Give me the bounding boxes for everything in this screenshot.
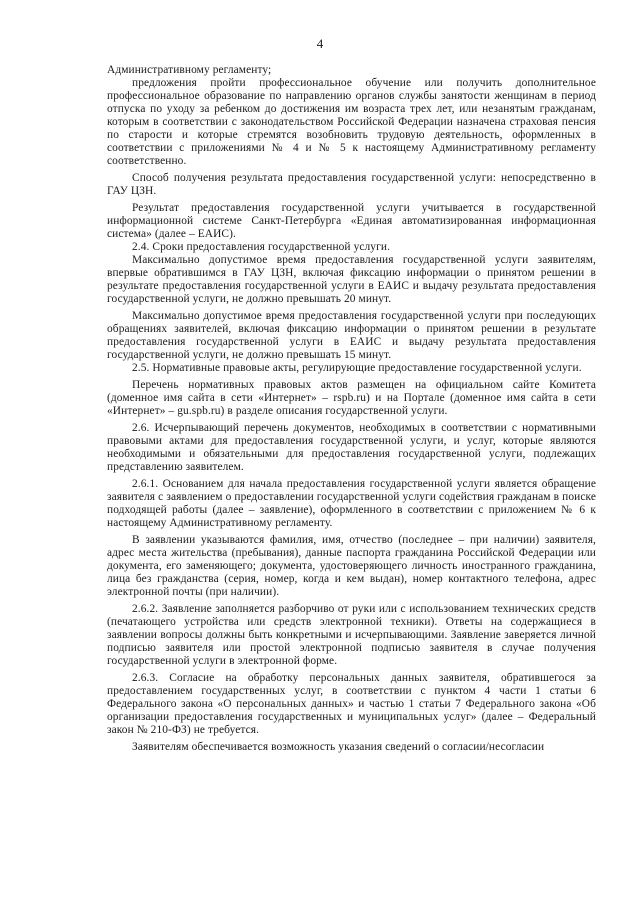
paragraph: 2.6.3. Согласие на обработку персональных данных заявителя, обратившегося за предоставлением государственных услуг, в соответствии с пунктом 4 части 1 статьи 6 Федерального закона «О персональных данных» и частью 1 статьи 7 Федерального закона «Об организации предоставления государственных и муниципальных услуг» (далее – Федеральный закон № 210-ФЗ) не требуется. — [107, 672, 596, 736]
paragraph: 2.6.1. Основанием для начала предоставления государственной услуги является обращение заявителя с заявлением о предоставлении государственной услуги содействия гражданам в поиске подходящей работы (далее – заявление), оформленного в соответствии с приложением № 6 к настоящему Административному регламенту. — [107, 478, 596, 529]
paragraph: 2.6.2. Заявление заполняется разборчиво от руки или с использованием технических средств (печатающего устройства или средств электронной техники). Ответы на содержащиеся в заявлении вопросы должны быть конкретными и исчерпывающими. Заявление заверяется личной подписью заявителя или простой электронной подписью заявителя в случае получения государственной услуги в электронной форме. — [107, 603, 596, 667]
paragraph: Максимально допустимое время предоставления государственной услуги заявителям, впервые обратившимся в ГАУ ЦЗН, включая фиксацию информации о принятом решении в результате предоставления государственной услуги в ЕАИС и выдачу результата предоставления государственной услуги, не должно превышать 20 минут. — [107, 254, 596, 305]
paragraph: 2.4. Сроки предоставления государственной услуги. — [132, 241, 391, 253]
document-body — [107, 64, 596, 754]
page-number: 4 — [316, 36, 324, 51]
paragraph: 2.5. Нормативные правовые акты, регулирующие предоставление государственной услуги. — [132, 362, 582, 374]
paragraph: Максимально допустимое время предоставления государственной услуги при последующих обращениях заявителей, включая фиксацию информации о принятом решении в результате предоставления государственной услуги в ЕАИС и выдачу результата предоставления государственной услуги, не должно превышать 15 минут. — [107, 310, 596, 361]
paragraph: Результат предоставления государственной услуги учитывается в государственной информационной системе Санкт-Петербурга «Единая автоматизированная информационная система» (далее – ЕАИС). — [107, 202, 596, 240]
paragraph: В заявлении указываются фамилия, имя, отчество (последнее – при наличии) заявителя, адрес места жительства (пребывания), данные паспорта гражданина Российской Федерации или документа, его заменяющего; документа, удостоверяющего личность иностранного гражданина, лица без гражданства (серия, номер, когда и кем выдан), номер контактного телефона, адрес электронной почты (при наличии). — [107, 534, 596, 598]
paragraph: Способ получения результата предоставления государственной услуги: непосредственно в ГАУ ЦЗН. — [107, 172, 596, 197]
paragraph: 2.6. Исчерпывающий перечень документов, необходимых в соответствии с нормативными правовыми актами для предоставления государственной услуги, и услуг, которые являются необходимыми и обязательными для предоставления государственной услуги, подлежащих представлению заявителем. — [107, 422, 596, 473]
paragraph: предложения пройти профессиональное обучение или получить дополнительное профессиональное образование по направлению органов службы занятости женщинам в период отпуска по уходу за ребенком до достижения им возраста трех лет, или незанятым гражданам, которым в соответствии с законодательством Российской Федерации назначена страховая пенсия по старости и которые стремятся возобновить трудовую деятельность, оформленных в соответствии с приложениями № 4 и № 5 к настоящему Административному регламенту соответственно. — [107, 77, 596, 167]
paragraph: Административному регламенту; — [107, 64, 272, 76]
paragraph: Заявителям обеспечивается возможность указания сведений о согласии/несогласии — [132, 741, 545, 753]
paragraph: Перечень нормативных правовых актов размещен на официальном сайте Комитета (доменное имя сайта в сети «Интернет» – rspb.ru) и на Портале (доменное имя сайта в сети «Интернет» – gu.spb.ru) в разделе описания государственной услуги. — [107, 379, 596, 417]
